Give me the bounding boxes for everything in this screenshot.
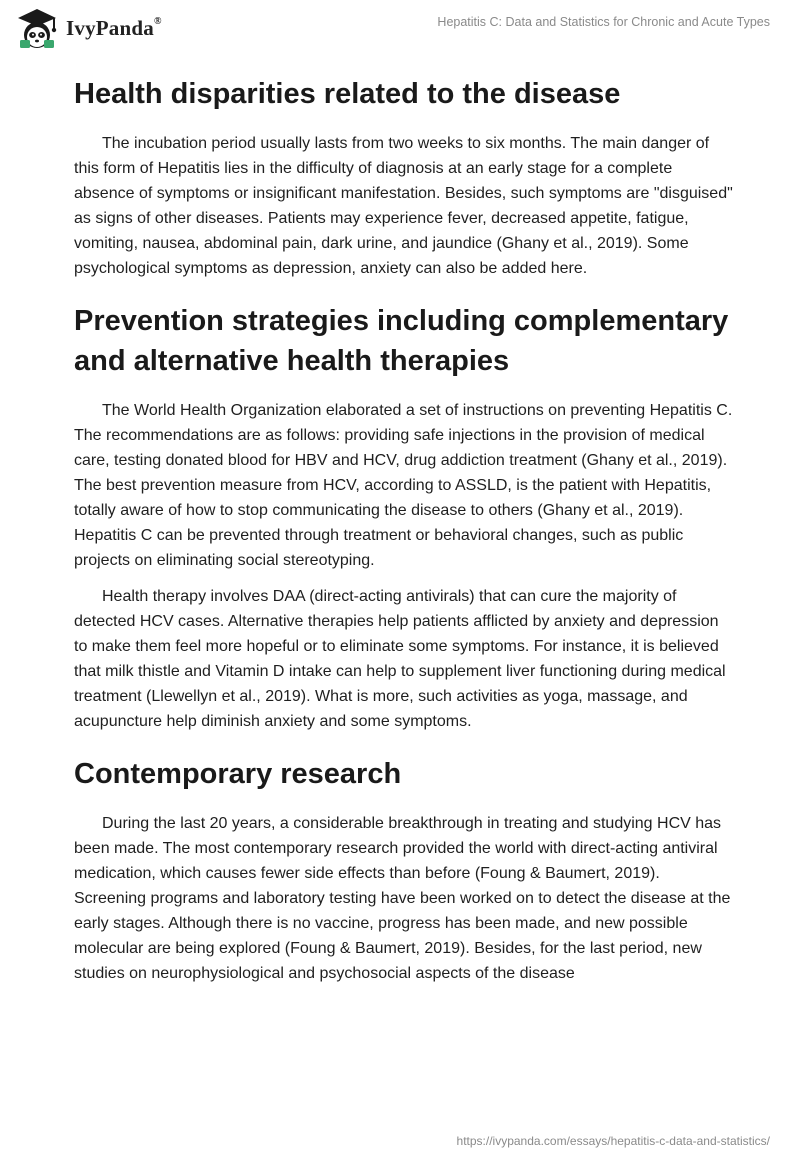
logo-text: IvyPanda® — [66, 15, 162, 40]
article-body — [74, 70, 734, 986]
section-heading-contemporary-research: Contemporary research — [74, 758, 402, 790]
section-heading-prevention: Prevention strategies including complementary and alternative health therapies — [74, 305, 729, 377]
section-heading-health-disparities: Health disparities related to the disease — [74, 78, 621, 110]
paragraph: Health therapy involves DAA (direct-acting antivirals) that can cure the majority of detected HCV cases. Alternative therapies help patients afflicted by anxiety and depression to make them feel more hopeful or to eliminate some symptoms. For instance, it is believed that milk thistle and Vitamin D intake can help to supplement liver functioning during medical treatment (Llewellyn et al., 2019). What is more, such activities as yoga, massage, and acupuncture help diminish anxiety and some symptoms. — [74, 588, 726, 730]
source-url[interactable]: https://ivypanda.com/essays/hepatitis-c-data-and-statistics/ — [456, 1134, 770, 1148]
ivypanda-logo[interactable] — [14, 6, 162, 50]
page-header — [0, 0, 800, 60]
paragraph: During the last 20 years, a considerable breakthrough in treating and studying HCV has been made. The most contemporary research provided the world with direct-acting antiviral medication, which causes fewer side effects than before (Foung & Baumert, 2019). Screening programs and laboratory testing have been worked on to detect the disease at the early stages. Although there is no vaccine, progress has been made, and new possible molecular are being explored (Foung & Baumert, 2019). Besides, for the last period, new studies on neurophysiological and psychosocial aspects of the disease — [74, 815, 731, 982]
document-title: Hepatitis C: Data and Statistics for Chronic and Acute Types — [437, 15, 770, 29]
paragraph: The incubation period usually lasts from two weeks to six months. The main danger of this form of Hepatitis lies in the difficulty of diagnosis at an early stage for a complete absence of symptoms or insignificant manifestation. Besides, such symptoms are "disguised" as signs of other diseases. Patients may experience fever, decreased appetite, fatigue, vomiting, nausea, abdominal pain, dark urine, and jaundice (Ghany et al., 2019). Some psychological symptoms as depression, anxiety can also be added here. — [74, 135, 733, 277]
panda-graduation-icon — [14, 6, 60, 50]
paragraph: The World Health Organization elaborated a set of instructions on preventing Hepatitis C. The recommendations are as follows: providing safe injections in the provision of medical care, testing donated blood for HBV and HCV, drug addiction treatment (Ghany et al., 2019). The best prevention measure from HCV, according to ASSLD, is the patient with Hepatitis, totally aware of how to stop communicating the disease to others (Ghany et al., 2019). Hepatitis C can be prevented through treatment or behavioral changes, such as public projects on eliminating social stereotyping. — [74, 402, 733, 569]
